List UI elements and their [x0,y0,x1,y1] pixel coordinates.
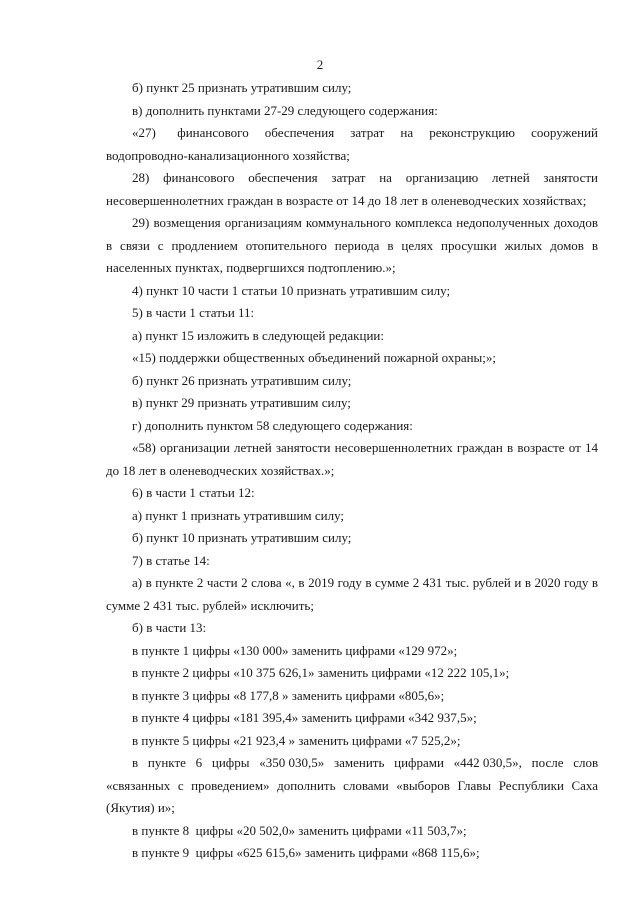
paragraph [106,707,598,730]
paragraph-line: до 18 лет в оленеводческих хозяйствах.»; [106,462,335,478]
document-body [106,77,598,865]
paragraph-line: в пункте 9 цифры «625 615,6» заменить цифрами «868 115,6»; [132,845,480,860]
paragraph [106,302,598,325]
paragraph [106,280,598,303]
paragraph-line: водопроводно-канализационного хозяйства; [106,147,350,163]
paragraph [106,842,598,865]
paragraph-line: несовершеннолетних граждан в возрасте от 14 до 18 лет в оленеводческих хозяйствах; [106,192,587,208]
paragraph-line: в связи с продлением отопительного периода в целях просушки жилых домов в [106,237,598,253]
paragraph [106,572,598,617]
paragraph [106,212,598,280]
paragraph [106,662,598,685]
paragraph-line: (Якутия) и»; [106,800,175,815]
paragraph-line: в пункте 4 цифры «181 395,4» заменить цифрами «342 937,5»; [132,710,477,725]
paragraph-line: в) дополнить пунктами 27-29 следующего содержания: [132,102,438,118]
paragraph-line: 28) финансового обеспечения затрат на организацию летней занятости [132,170,598,185]
paragraph-line: «связанных с проведением» дополнить словами «выборов Главы Республики Саха [106,777,598,793]
paragraph [106,325,598,348]
paragraph [106,527,598,550]
paragraph [106,617,598,640]
paragraph-line: в пункте 2 цифры «10 375 626,1» заменить цифрами «12 222 105,1»; [132,665,510,680]
paragraph-line: б) в части 13: [132,620,207,635]
paragraph-line: в пункте 8 цифры «20 502,0» заменить цифрами «11 503,7»; [132,822,467,838]
paragraph-line: сумме 2 431 тыс. рублей» исключить; [106,597,314,613]
paragraph-line: а) пункт 15 изложить в следующей редакции: [132,327,384,343]
page-number: 2 [316,57,324,72]
paragraph-line: б) пункт 26 признать утратившим силу; [132,372,352,388]
paragraph [106,122,598,167]
paragraph [106,100,598,123]
paragraph-line: б) пункт 10 признать утратившим силу; [132,530,352,545]
paragraph-line: населенных пунктах, подвергшихся подтоплению.»; [106,260,396,275]
paragraph [106,640,598,663]
paragraph-line: 5) в части 1 статьи 11: [132,305,255,320]
paragraph [106,752,598,820]
paragraph [106,392,598,415]
paragraph-line: в пункте 1 цифры «130 000» заменить цифрами «129 972»; [132,642,458,658]
paragraph [106,370,598,393]
paragraph [106,437,598,482]
paragraph-line: 6) в части 1 статьи 12: [132,485,255,500]
paragraph [106,550,598,573]
paragraph [106,505,598,528]
paragraph [106,77,598,100]
paragraph-line: г) дополнить пунктом 58 следующего содержания: [132,417,413,433]
paragraph [106,167,598,212]
paragraph [106,482,598,505]
paragraph-line: а) в пункте 2 части 2 слова «, в 2019 году в сумме 2 431 тыс. рублей и в 2020 году в [132,575,598,590]
paragraph [106,415,598,438]
paragraph-line: «15) поддержки общественных объединений пожарной охраны;»; [132,350,497,365]
paragraph [106,820,598,843]
paragraph-line: «58) организации летней занятости несовершеннолетних граждан в возрасте от 14 [132,440,598,455]
paragraph-line: в пункте 5 цифры «21 923,4 » заменить цифрами «7 525,2»; [132,732,461,748]
paragraph [106,685,598,708]
paragraph-line: в) пункт 29 признать утратившим силу; [132,395,351,410]
paragraph-line: в пункте 3 цифры «8 177,8 » заменить цифрами «805,6»; [132,687,445,703]
paragraph-line: 7) в статье 14: [132,552,210,568]
paragraph-line: 4) пункт 10 части 1 статьи 10 признать утратившим силу; [132,282,451,298]
paragraph-line: «27) финансового обеспечения затрат на реконструкцию сооружений [132,125,598,140]
paragraph-line: б) пункт 25 признать утратившим силу; [132,80,352,95]
paragraph [106,730,598,753]
paragraph [106,347,598,370]
paragraph-line: а) пункт 1 признать утратившим силу; [132,507,345,523]
paragraph-line: в пункте 6 цифры «350 030,5» заменить цифрами «442 030,5», после слов [132,755,599,770]
paragraph-line: 29) возмещения организациям коммунального комплекса недополученных доходов [132,215,598,230]
